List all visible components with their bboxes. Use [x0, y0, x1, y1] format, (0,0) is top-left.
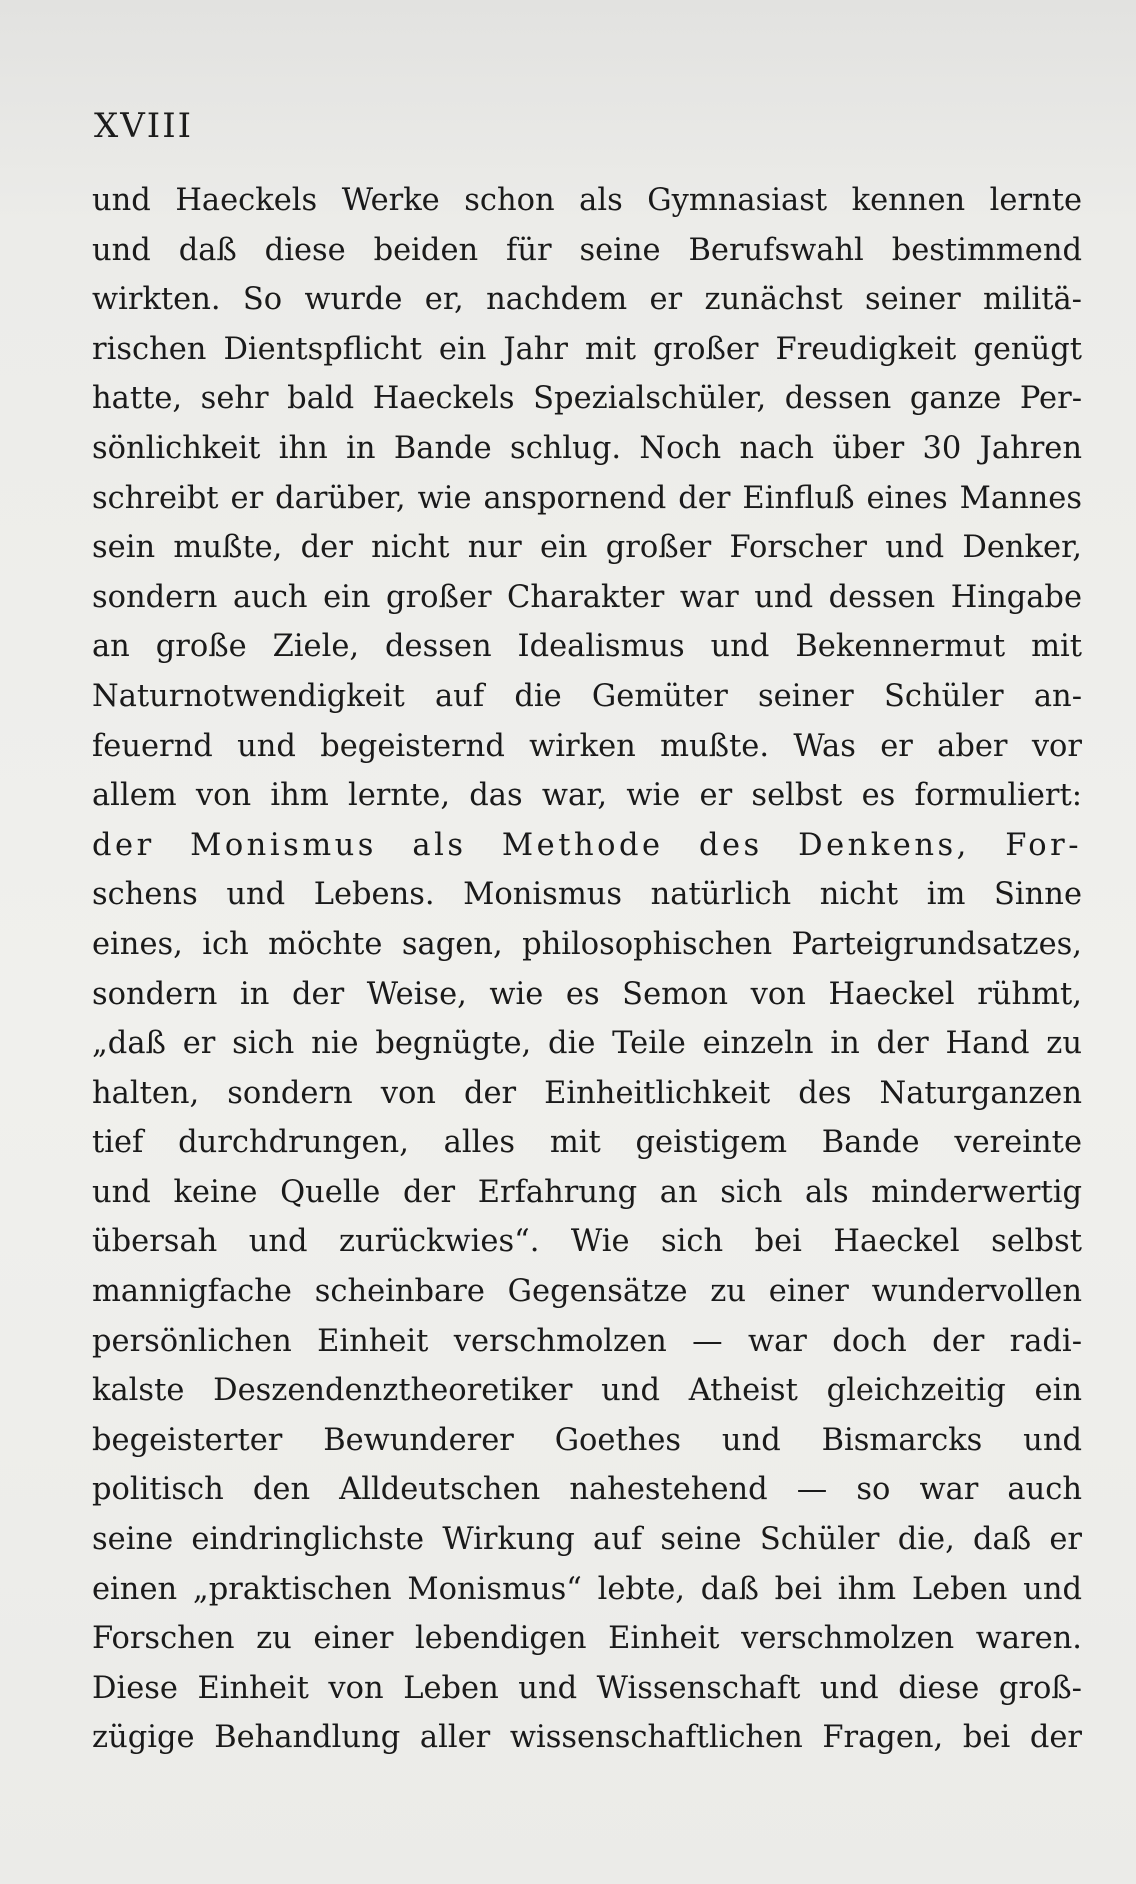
text-line: hatte, sehr bald Haeckels Spezialschüler, dessen ganze Per-: [92, 381, 1082, 417]
text-line: zügige Behandlung aller wissenschaftlichen Fragen, bei der: [92, 1720, 1082, 1756]
text-line-spaced: der Monismus als Methode des Denkens, For-: [92, 827, 1082, 863]
text-line: schens und Lebens. Monismus natürlich nicht im Sinne: [92, 877, 1082, 913]
text-line: seine eindringlichste Wirkung auf seine Schüler die, daß er: [92, 1522, 1082, 1558]
text-line: und Haeckels Werke schon als Gymnasiast kennen lernte: [92, 183, 1082, 218]
text-line: persönlichen Einheit verschmolzen — war doch der radi-: [92, 1323, 1082, 1359]
page-number: XVIII: [94, 106, 194, 146]
text-line: halten, sondern von der Einheitlichkeit des Naturganzen: [92, 1075, 1082, 1111]
text-line: Forschen zu einer lebendigen Einheit verschmolzen waren.: [92, 1621, 1082, 1657]
text-line: tief durchdrungen, alles mit geistigem Bande vereinte: [92, 1125, 1082, 1161]
text-line: Naturnotwendigkeit auf die Gemüter seiner Schüler an-: [92, 678, 1082, 714]
text-line: wirkten. So wurde er, nachdem er zunächst seiner militä-: [92, 282, 1082, 318]
text-line: allem von ihm lernte, das war, wie er selbst es formuliert:: [92, 778, 1082, 814]
text-line: und keine Quelle der Erfahrung an sich als minderwertig: [92, 1174, 1082, 1210]
text-line: schreibt er darüber, wie anspornend der Einfluß eines Mannes: [92, 480, 1082, 516]
text-line: „daß er sich nie begnügte, die Teile einzeln in der Hand zu: [92, 1026, 1082, 1062]
text-line: einen „praktischen Monismus“ lebte, daß bei ihm Leben und: [92, 1571, 1082, 1607]
text-line: sönlichkeit ihn in Bande schlug. Noch nach über 30 Jahren: [92, 430, 1082, 466]
text-line: und daß diese beiden für seine Berufswahl bestimmend: [92, 232, 1082, 268]
text-line: rischen Dientspflicht ein Jahr mit großer Freudigkeit genügt: [92, 331, 1082, 367]
text-line: Diese Einheit von Leben und Wissenschaft und diese groß-: [92, 1670, 1082, 1706]
text-line: sondern in der Weise, wie es Semon von Haeckel rühmt,: [92, 976, 1082, 1012]
text-line: sondern auch ein großer Charakter war und dessen Hingabe: [92, 579, 1082, 615]
text-line: politisch den Alldeutschen nahestehend — so war auch: [92, 1472, 1082, 1508]
text-line: eines, ich möchte sagen, philosophischen Parteigrundsatzes,: [92, 926, 1082, 962]
text-line: an große Ziele, dessen Idealismus und Bekennermut mit: [92, 629, 1082, 665]
text-line: begeisterter Bewunderer Goethes und Bismarcks und: [92, 1422, 1082, 1458]
text-line: mannigfache scheinbare Gegensätze zu einer wundervollen: [92, 1274, 1082, 1310]
text-line: kalste Deszendenztheoretiker und Atheist gleichzeitig ein: [92, 1373, 1082, 1409]
text-line: feuernd und begeisternd wirken mußte. Was er aber vor: [92, 728, 1082, 764]
text-line: sein mußte, der nicht nur ein großer Forscher und Denker,: [92, 530, 1082, 566]
body-text: [92, 176, 1082, 1763]
text-line: übersah und zurückwies“. Wie sich bei Haeckel selbst: [92, 1224, 1082, 1260]
